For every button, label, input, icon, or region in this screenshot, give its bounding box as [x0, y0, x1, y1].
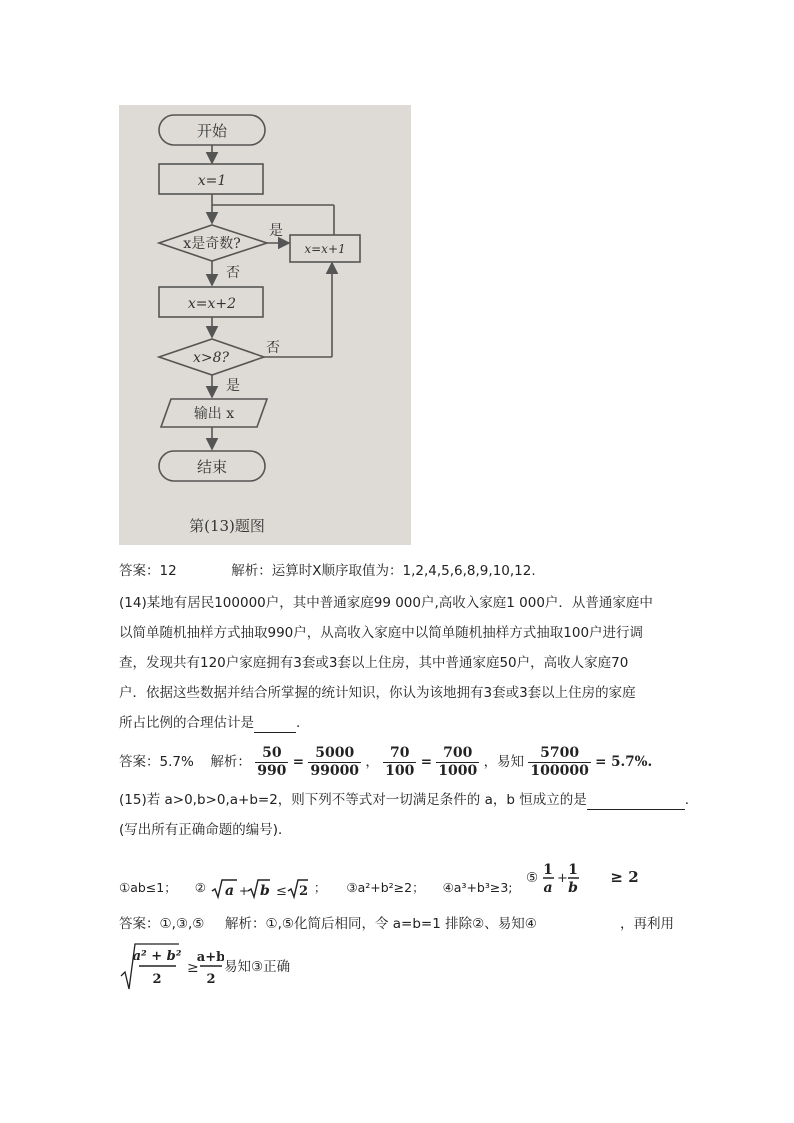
end-label: 结束 — [196, 458, 228, 476]
svg-text:b: b — [568, 880, 579, 896]
sqrt-numerator: a² + b² — [132, 949, 182, 964]
q14-result: = 5.7% — [595, 754, 648, 770]
q14-line-4: 户．依据这些数据并结合所掌握的统计知识，你认为该地拥有3套或3套以上住房的家庭 — [119, 685, 636, 701]
decision-gt8-label: x>8? — [192, 350, 230, 366]
sqrt-denominator: 2 — [152, 972, 162, 987]
rhs-denominator: 2 — [206, 972, 216, 987]
svg-text:2: 2 — [298, 883, 308, 899]
svg-text:+: + — [238, 883, 249, 898]
q14-easy-text: ，易知 — [483, 754, 525, 770]
q14-answer-line: 答案：5.7% 解析： $\frac{50}{990}$ = $\frac{5000}{99000}$ ， $\frac{70}{100}$ = $\frac{700}{1000}$ ，易知 $\frac{5700}{100000}$ = 5.7%. — [119, 744, 653, 779]
q15-option-2-label: ② — [194, 880, 206, 895]
q14-line-1: (14)某地有居民100000户，其中普通家庭99 000户,高收入家庭1 000户．从普通家庭中 — [119, 595, 653, 611]
q15-option-5 — [526, 860, 639, 896]
decision-odd-label: x是奇数? — [183, 236, 241, 252]
q15-option-5-formula — [542, 860, 610, 896]
svg-text:1: 1 — [568, 862, 579, 878]
fraction-700-1000: $\frac{700}{1000}$ — [438, 744, 478, 779]
q14-answer-blank — [254, 732, 296, 733]
svg-text:b: b — [259, 882, 270, 899]
no-label-2: 否 — [266, 340, 280, 356]
start-label: 开始 — [196, 122, 228, 140]
q14-line-5 — [119, 713, 300, 733]
q15-then: ，再利用 — [620, 916, 674, 932]
q15-option-4: ④a³+b³≥3; — [442, 880, 513, 895]
ge-symbol: ≥ — [187, 960, 199, 976]
q15-final-formula — [119, 942, 290, 992]
q15-option-3: ③a²+b²≥2； — [346, 880, 425, 895]
q14-line-2: 以简单随机抽样方式抽取990户，从高收入家庭中以简单随机抽样方式抽取100户进行调 — [119, 625, 644, 641]
q15-answer-line — [119, 914, 537, 934]
svg-text:a: a — [224, 882, 234, 899]
q15-answer-blank — [587, 809, 685, 810]
flowchart-diagram — [119, 105, 411, 545]
q13-analysis: 解析：运算时X顺序取值为：1,2,4,5,6,8,9,10,12. — [231, 563, 536, 579]
rhs-numerator: a+b — [196, 950, 224, 965]
fraction-5000-99000: $\frac{5000}{99000}$ — [310, 744, 360, 779]
figure-caption: 第(13)题图 — [189, 517, 265, 535]
q15-options: ①ab≤1； ② a + b ≤ 2 ； ③a²+b²≥2； ④a³+b³≥3; — [119, 868, 513, 908]
no-label-1: 否 — [226, 265, 240, 281]
flowchart-image — [119, 105, 411, 545]
q15-line-1: (15)若 a>0,b>0,a+b=2，则下列不等式对一切满足条件的 a，b 恒成立的是 . — [119, 792, 690, 808]
svg-text:a: a — [543, 880, 553, 896]
q15-answer: 答案：①,③,⑤ — [119, 916, 205, 932]
q14-line-3: 查，发现共有120户家庭拥有3套或3套以上住房，其中普通家庭50户，高收人家庭70 — [119, 655, 629, 671]
q14-line-5-text: 所占比例的合理估计是 — [119, 715, 254, 731]
q14-line-5-end: . — [296, 715, 301, 731]
q14-answer: 答案：5.7% — [119, 754, 194, 770]
step-label: x=x+2 — [187, 296, 237, 312]
fraction-5700-100000: $\frac{5700}{100000}$ — [530, 744, 589, 779]
q15-option-1: ①ab≤1； — [119, 880, 177, 895]
yes-label-1: 是 — [269, 223, 283, 239]
q14-analysis-label: 解析： — [210, 754, 251, 770]
q15-option-5-label: ⑤ — [526, 870, 539, 886]
svg-text:1: 1 — [543, 862, 554, 878]
svg-text:≤: ≤ — [275, 883, 287, 899]
q15-line-1-text: (15)若 a>0,b>0,a+b=2，则下列不等式对一切满足条件的 a，b 恒成立的是 — [119, 792, 587, 808]
q13-answer: 答案：12 — [119, 563, 177, 579]
output-label: 输出 x — [193, 406, 235, 422]
q15-line-2: (写出所有正确命题的编号)． — [119, 822, 292, 838]
yes-label-2: 是 — [226, 378, 240, 394]
init-label: x=1 — [197, 173, 227, 189]
svg-text:+: + — [557, 871, 569, 886]
q15-analysis: 解析：①,⑤化简后相同，令 a=b=1 排除②、易知④ — [224, 916, 537, 932]
fraction-50-990: $\frac{50}{990}$ — [257, 744, 287, 779]
q15-option-5-rhs: ≥ 2 — [610, 868, 639, 886]
increment-label: x=x+1 — [304, 242, 346, 256]
q15-conclusion: 易知③正确 — [224, 959, 291, 975]
sqrt-formula — [119, 942, 224, 992]
q13-answer-line — [119, 561, 536, 581]
fraction-70-100: $\frac{70}{100}$ — [385, 744, 415, 779]
q15-option-2-formula — [210, 878, 310, 900]
